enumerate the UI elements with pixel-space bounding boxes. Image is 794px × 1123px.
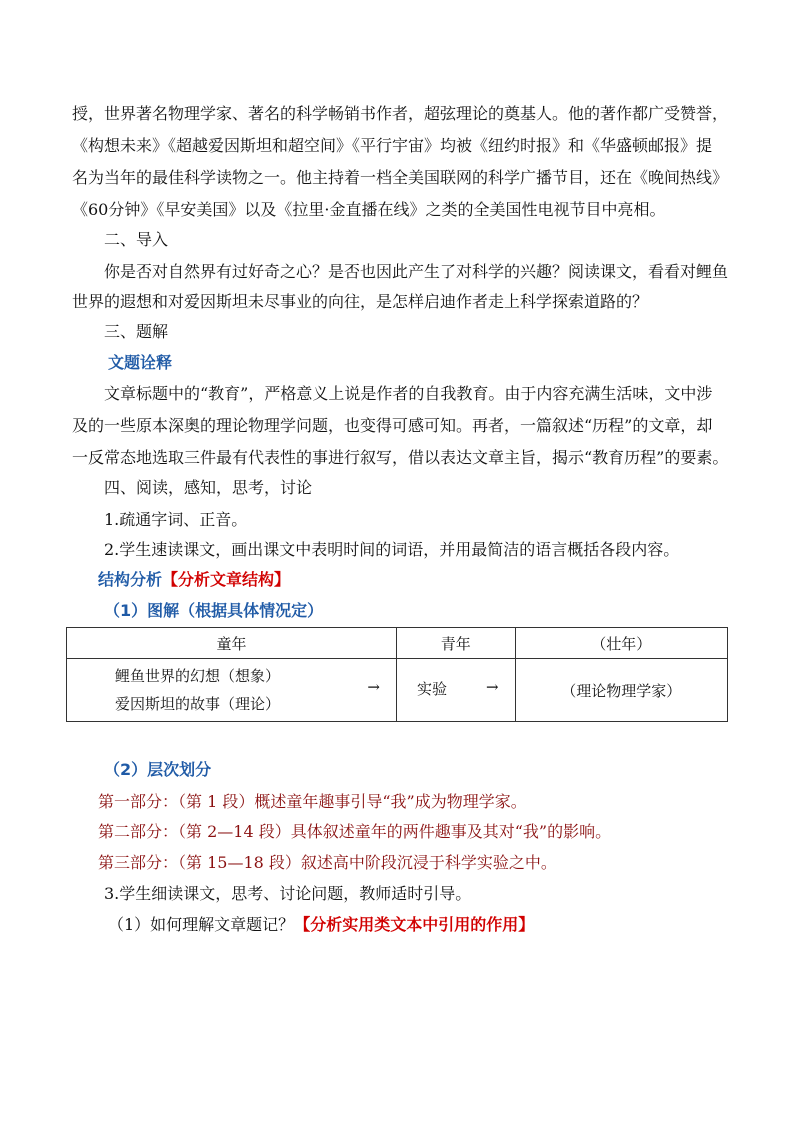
table-header-adulthood: （壮年） xyxy=(515,628,727,659)
structure-analysis-label: 结构分析 xyxy=(98,570,163,589)
diagram-subheading: （1）图解（根据具体情况定） xyxy=(104,601,324,620)
part-3-text: （第 15—18 段）叙述高中阶段沉浸于科学实验之中。 xyxy=(178,853,557,872)
childhood-item-1: 鲤鱼世界的幻想（想象） xyxy=(115,667,281,685)
table-header-youth: 青年 xyxy=(396,628,515,659)
part-1 xyxy=(98,792,527,812)
part-2-text: （第 2—14 段）具体叙述童年的两件趣事及其对“我”的影响。 xyxy=(178,822,612,841)
part-1-label: 第一部分： xyxy=(98,792,179,811)
section-2-para-line-2: 世界的遐想和对爱因斯坦未尽事业的向往，是怎样启迪作者走上科学探索道路的？ xyxy=(72,292,649,311)
table-header-childhood: 童年 xyxy=(67,628,397,659)
question-1-tag: 【分析实用类文本中引用的作用】 xyxy=(294,915,535,934)
structure-analysis-tag: 【分析文章结构】 xyxy=(162,570,291,589)
part-2-label: 第二部分： xyxy=(98,822,179,841)
part-3-label: 第三部分： xyxy=(98,853,179,872)
table-cell-childhood xyxy=(67,659,397,722)
structure-analysis-heading xyxy=(98,570,290,590)
intro-line-3: 名为当年的最佳科学读物之一。他主持着一档全美国联网的科学广播节目，还在《晚间热线》 xyxy=(72,168,729,187)
section-4-item-2: 2.学生速读课文，画出课文中表明时间的词语，并用最简洁的语言概括各段内容。 xyxy=(104,540,680,559)
section-3-para-line-1: 文章标题中的“教育”，严格意义上说是作者的自我教育。由于内容充满生活味，文中涉 xyxy=(104,384,713,403)
part-2 xyxy=(98,822,611,842)
section-3-title: 三、题解 xyxy=(104,322,169,341)
section-4-item-1: 1.疏通字词、正音。 xyxy=(104,510,248,529)
section-2-title: 二、导入 xyxy=(104,230,169,249)
arrow-right-icon: → xyxy=(486,678,499,696)
youth-item: 实验 xyxy=(416,680,447,698)
section-3-subtitle: 文题诠释 xyxy=(108,353,173,372)
section-4-item-3: 3.学生细读课文，思考、讨论问题，教师适时引导。 xyxy=(104,884,472,903)
part-1-text: （第 1 段）概述童年趣事引导“我”成为物理学家。 xyxy=(178,792,527,811)
layer-division-subheading: （2）层次划分 xyxy=(104,760,212,779)
section-2-para-line-1: 你是否对自然界有过好奇之心？是否也因此产生了对科学的兴趣？阅读课文，看看对鲤鱼 xyxy=(104,262,729,281)
section-4-title: 四、阅读，感知，思考，讨论 xyxy=(104,478,313,497)
section-3-para-line-3: 一反常态地选取三件最有代表性的事进行叙写，借以表达文章主旨，揭示“教育历程”的要素。 xyxy=(72,448,729,467)
childhood-item-2: 爱因斯坦的故事（理论） xyxy=(115,695,281,713)
intro-line-2: 《构想未来》《超越爱因斯坦和超空间》《平行宇宙》均被《纽约时报》和《华盛顿邮报》提 xyxy=(72,136,713,155)
arrow-right-icon: → xyxy=(367,678,380,696)
question-1 xyxy=(108,915,534,935)
section-3-para-line-2: 及的一些原本深奥的理论物理学问题，也变得可感可知。再者，一篇叙述“历程”的文章，却 xyxy=(72,416,713,435)
intro-line-4: 《60分钟》《早安美国》以及《拉里·金直播在线》之类的全美国性电视节目中亮相。 xyxy=(72,200,666,219)
table-cell-youth xyxy=(396,659,515,722)
table-cell-adulthood: （理论物理学家） xyxy=(515,659,727,722)
part-3 xyxy=(98,853,557,873)
structure-table xyxy=(66,627,728,722)
question-1-text: （1）如何理解文章题记？ xyxy=(108,915,295,934)
intro-line-1: 授，世界著名物理学家、著名的科学畅销书作者，超弦理论的奠基人。他的著作都广受赞誉， xyxy=(72,104,729,123)
